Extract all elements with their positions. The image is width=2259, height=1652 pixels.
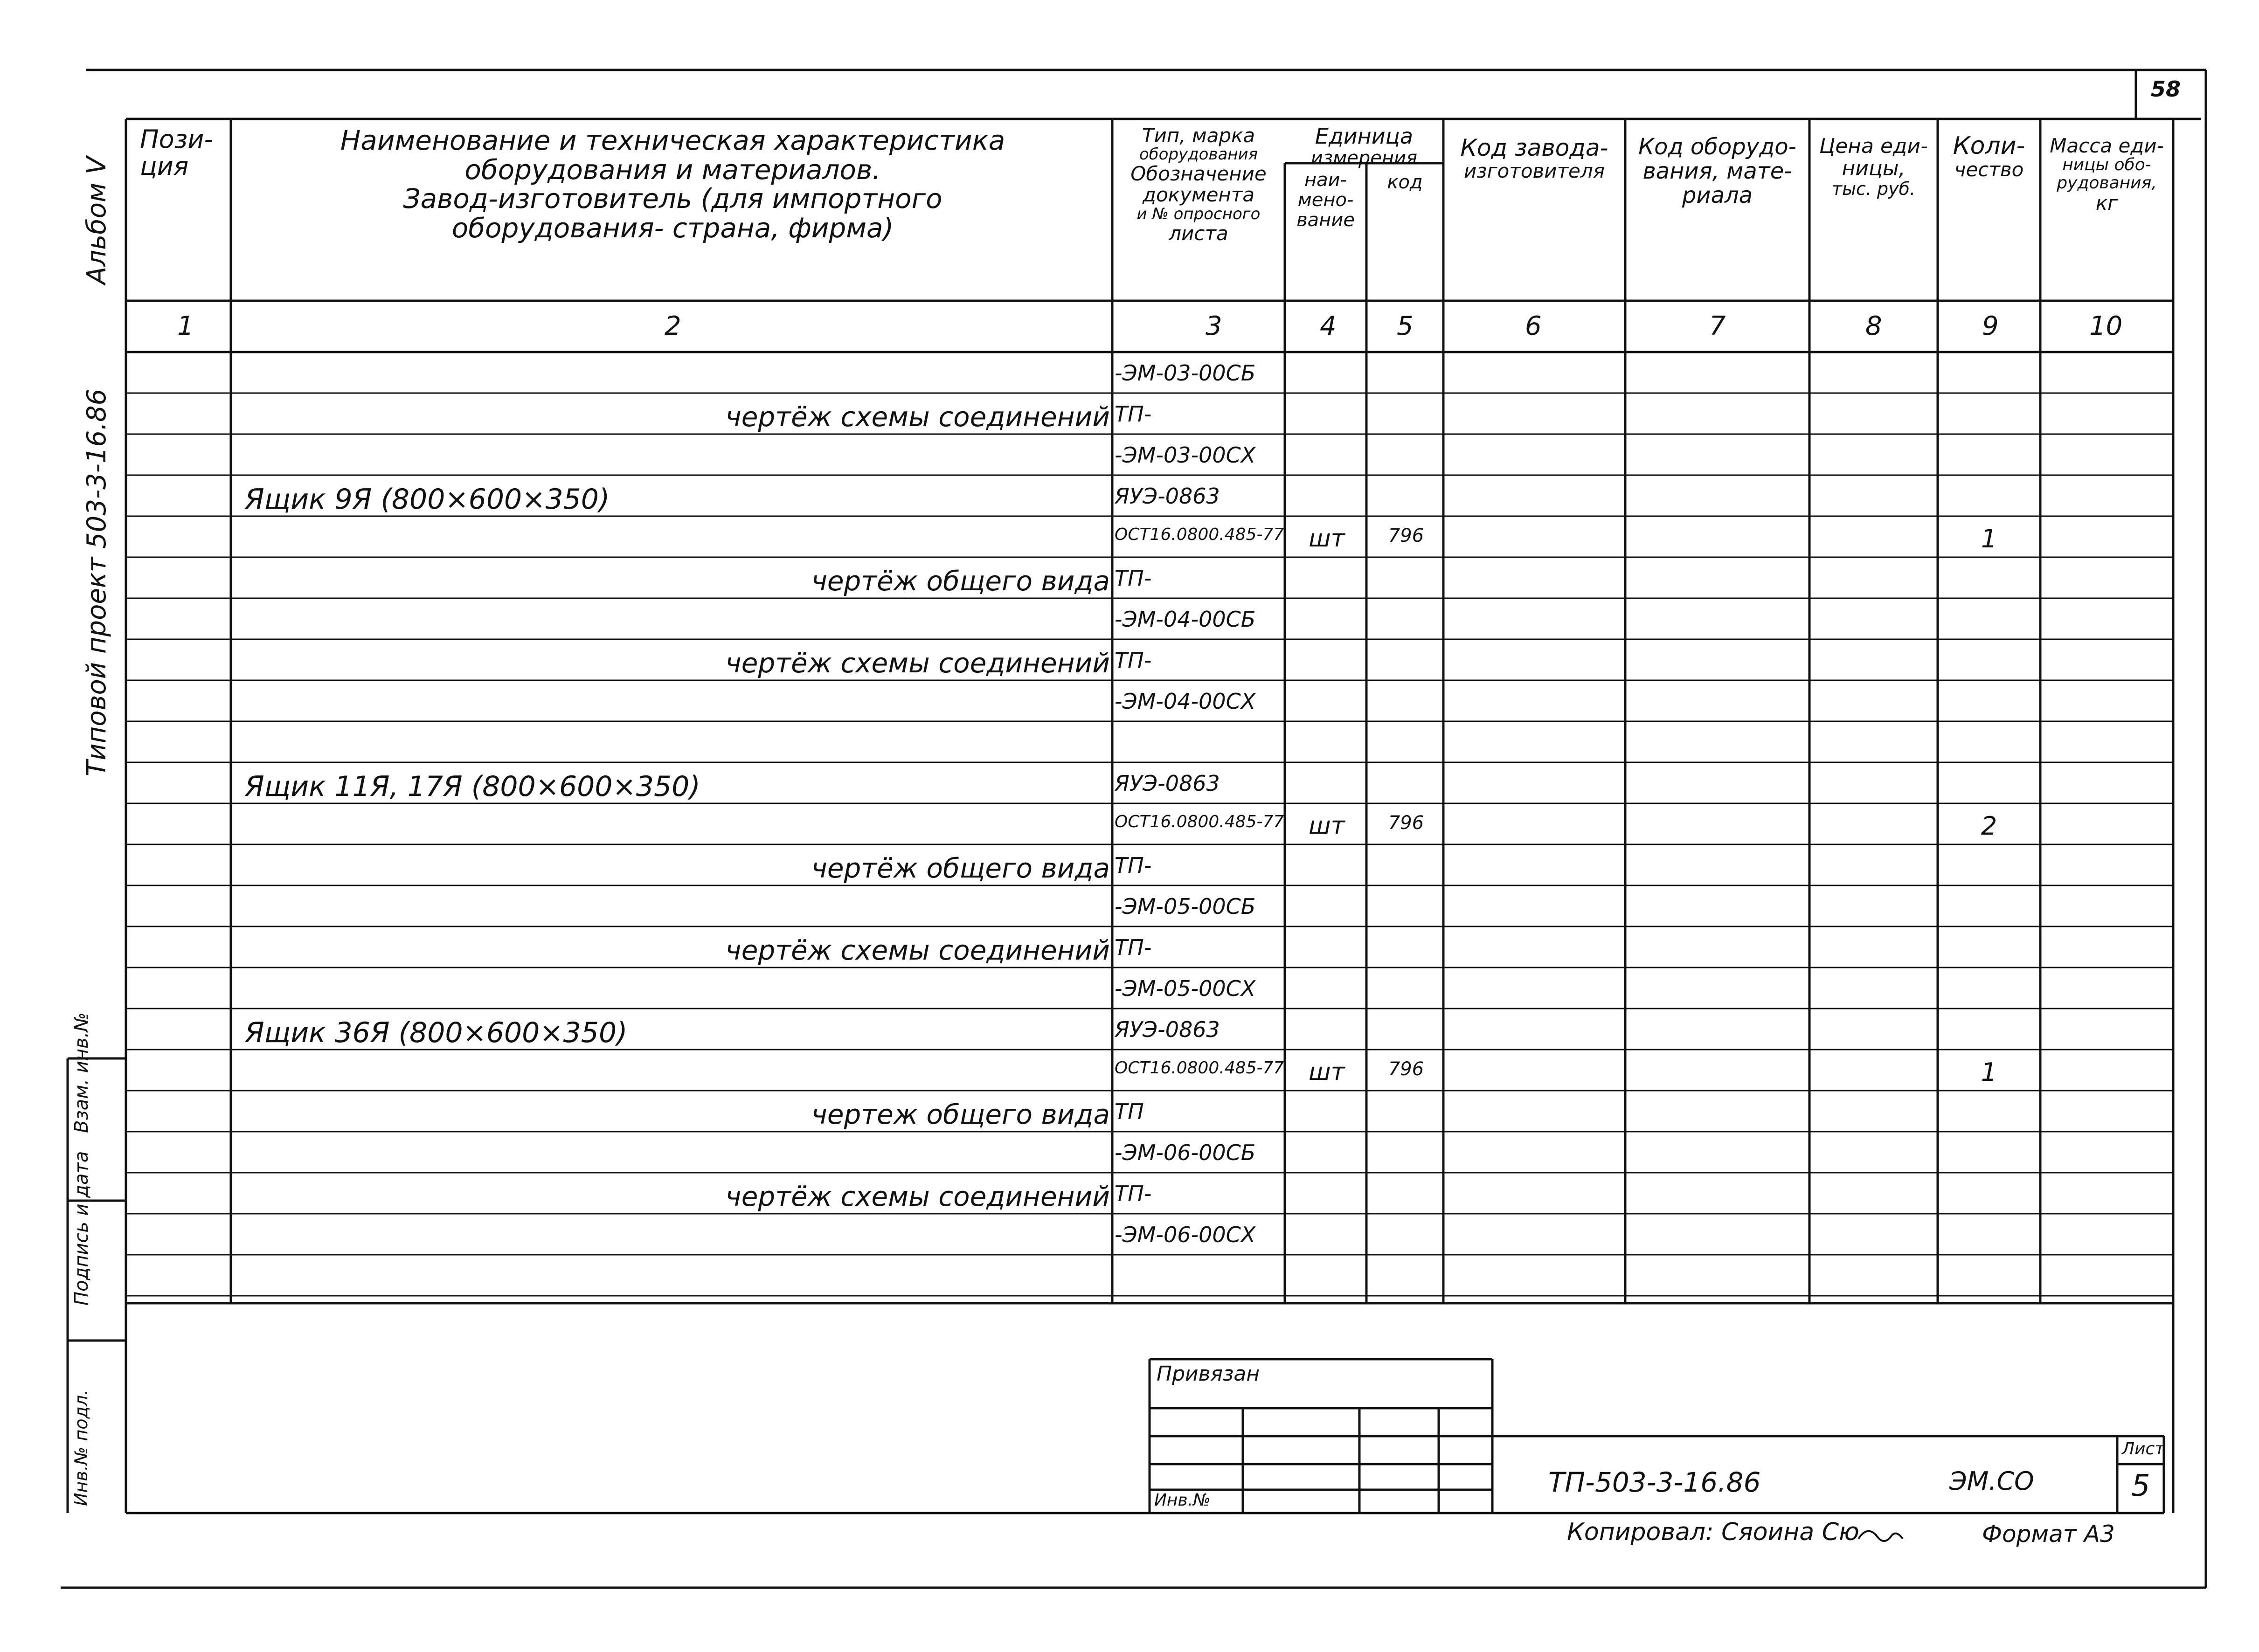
header-unit-group bbox=[1285, 125, 1443, 168]
header-mass-line4: кг bbox=[2095, 192, 2118, 215]
item-type: ОСТ16.0800.485-77 bbox=[1115, 812, 1284, 831]
table-row bbox=[126, 968, 2173, 1009]
item-unit: шт bbox=[1309, 1058, 1345, 1086]
item-type: ТП- bbox=[1115, 853, 1152, 878]
stamp-list-number: 5 bbox=[2131, 1469, 2150, 1503]
col-number-2: 2 bbox=[665, 311, 681, 341]
item-type: ТП- bbox=[1115, 935, 1152, 960]
stamp-inv-label: Инв.№ bbox=[1154, 1491, 1211, 1510]
item-name: чертёж схемы соединений bbox=[725, 1181, 1110, 1212]
header-factory-line1: Код завода- bbox=[1460, 134, 1608, 161]
table-row bbox=[126, 434, 2173, 475]
header-unit-name bbox=[1285, 170, 1366, 231]
header-position bbox=[140, 126, 229, 180]
side-inv-label: Инв.№ подл. bbox=[71, 1389, 91, 1506]
table-row bbox=[126, 639, 2173, 680]
header-equip-line2: вания, мате- bbox=[1642, 158, 1792, 184]
table-row bbox=[126, 762, 2173, 803]
header-type-line5: и № опросного bbox=[1136, 204, 1261, 223]
item-type: -ЭМ-04-00СХ bbox=[1115, 689, 1256, 714]
item-code: 796 bbox=[1388, 1058, 1424, 1080]
item-type: ОСТ16.0800.485-77 bbox=[1115, 525, 1284, 544]
header-quantity-line1: Коли- bbox=[1953, 132, 2025, 160]
table-row bbox=[126, 680, 2173, 721]
header-equip-line1: Код оборудо- bbox=[1638, 134, 1796, 160]
item-name: чертёж общего вида bbox=[811, 565, 1110, 597]
item-name: чертёж общего вида bbox=[811, 852, 1110, 884]
side-vzam-label: Взам. инв.№ bbox=[71, 1012, 92, 1133]
col-number-7: 7 bbox=[1709, 311, 1726, 341]
header-unit-line1: Единица bbox=[1315, 124, 1414, 149]
header-mass-line3: рудования, bbox=[2057, 173, 2157, 193]
page-number: 58 bbox=[2151, 76, 2181, 102]
side-album-label: Альбом V bbox=[82, 156, 112, 284]
item-qty: 2 bbox=[1981, 811, 1997, 841]
table-row bbox=[126, 721, 2173, 762]
header-price-line3: тыс. руб. bbox=[1831, 179, 1916, 200]
item-type: ЯУЭ-0863 bbox=[1115, 771, 1220, 796]
col-number-1: 1 bbox=[177, 311, 194, 341]
header-mass-line1: Масса еди- bbox=[2050, 134, 2164, 157]
header-type bbox=[1112, 125, 1285, 244]
col-number-4: 4 bbox=[1320, 311, 1337, 341]
item-qty: 1 bbox=[1981, 524, 1997, 553]
item-type: ТП- bbox=[1115, 648, 1152, 673]
table-row bbox=[126, 1009, 2173, 1050]
table-row bbox=[126, 352, 2173, 393]
header-mass-line2: ницы обо- bbox=[2062, 155, 2151, 175]
header-type-line6: листа bbox=[1169, 221, 1228, 245]
footer-format: Формат А3 bbox=[1982, 1521, 2115, 1548]
item-type: ЯУЭ-0863 bbox=[1115, 484, 1220, 509]
item-type: ОСТ16.0800.485-77 bbox=[1115, 1058, 1284, 1078]
header-equip-code bbox=[1625, 135, 1809, 207]
item-type: ТП- bbox=[1115, 566, 1152, 591]
table-row bbox=[126, 885, 2173, 926]
header-unit-name-line3: вание bbox=[1296, 209, 1355, 231]
item-unit: шт bbox=[1309, 812, 1345, 840]
table-row bbox=[126, 516, 2173, 557]
header-name-line4: оборудования- страна, фирма) bbox=[451, 212, 894, 244]
header-factory-code bbox=[1443, 135, 1625, 181]
col-number-9: 9 bbox=[1982, 311, 1999, 341]
table-row bbox=[126, 598, 2173, 639]
side-podpis-label: Подпись и дата bbox=[71, 1151, 92, 1306]
header-unit-code: код bbox=[1387, 172, 1423, 193]
header-name-line3: Завод-изготовитель (для импортного bbox=[403, 183, 942, 215]
item-name: Ящик 11Я, 17Я (800×600×350) bbox=[245, 770, 700, 803]
item-name: чертёж схемы соединений bbox=[725, 401, 1110, 433]
item-type: ЯУЭ-0863 bbox=[1115, 1017, 1220, 1042]
table-row bbox=[126, 1050, 2173, 1091]
item-qty: 1 bbox=[1981, 1058, 1997, 1087]
header-equip-line3: риала bbox=[1682, 182, 1753, 208]
header-price-line1: Цена еди- bbox=[1819, 134, 1928, 158]
item-type: -ЭМ-05-00СХ bbox=[1115, 976, 1256, 1001]
header-type-line3: Обозначение bbox=[1130, 162, 1267, 186]
header-unit-name-line1: наи- bbox=[1304, 169, 1347, 191]
header-quantity bbox=[1938, 133, 2040, 180]
header-unit-line2: измерения bbox=[1310, 147, 1418, 169]
col-number-5: 5 bbox=[1397, 311, 1414, 341]
item-name: Ящик 9Я (800×600×350) bbox=[245, 483, 610, 516]
header-unit-name-line2: мено- bbox=[1297, 189, 1354, 211]
item-type: ТП bbox=[1115, 1099, 1144, 1124]
item-type: ТП- bbox=[1115, 1181, 1152, 1206]
stamp-privyazan: Привязан bbox=[1157, 1362, 1260, 1386]
item-type: -ЭМ-03-00СХ bbox=[1115, 442, 1256, 468]
side-project-label: Типовой проект 503-3-16.86 bbox=[82, 388, 112, 776]
table-row bbox=[126, 1091, 2173, 1132]
item-name: чертёж схемы соединений bbox=[725, 934, 1110, 966]
header-name-line1: Наименование и техническая характеристика bbox=[340, 124, 1005, 156]
table-row bbox=[126, 557, 2173, 598]
header-name-line2: оборудования и материалов. bbox=[464, 153, 881, 186]
item-code: 796 bbox=[1388, 812, 1424, 834]
item-type: -ЭМ-03-00СБ bbox=[1115, 360, 1256, 386]
header-position-line2: ция bbox=[140, 152, 189, 181]
header-type-line1: Тип, марка bbox=[1142, 124, 1255, 147]
footer-copied: Копировал: Сяоина Сю bbox=[1567, 1518, 1859, 1546]
table-row bbox=[126, 1214, 2173, 1255]
table-row bbox=[126, 1255, 2173, 1296]
header-position-line1: Пози- bbox=[140, 124, 213, 154]
table-row bbox=[126, 1173, 2173, 1214]
header-factory-line2: изготовителя bbox=[1463, 159, 1605, 182]
header-type-line4: документа bbox=[1142, 183, 1255, 207]
item-name: чертеж общего вида bbox=[811, 1099, 1110, 1130]
header-name bbox=[236, 126, 1110, 243]
header-type-line2: оборудования bbox=[1139, 145, 1258, 164]
stamp-mark: ЭМ.СО bbox=[1949, 1466, 2034, 1496]
col-number-3: 3 bbox=[1206, 311, 1222, 341]
table-row bbox=[126, 475, 2173, 516]
item-type: -ЭМ-05-00СБ bbox=[1115, 894, 1256, 919]
item-type: -ЭМ-04-00СБ bbox=[1115, 607, 1256, 632]
table-row bbox=[126, 844, 2173, 885]
col-number-10: 10 bbox=[2089, 311, 2123, 341]
stamp-doc-code: ТП-503-3-16.86 bbox=[1548, 1466, 1761, 1498]
item-code: 796 bbox=[1388, 525, 1424, 546]
table-row bbox=[126, 803, 2173, 844]
item-name: чертёж схемы соединений bbox=[725, 647, 1110, 679]
col-number-6: 6 bbox=[1525, 311, 1542, 341]
table-row bbox=[126, 1132, 2173, 1173]
item-type: -ЭМ-06-00СХ bbox=[1115, 1222, 1256, 1247]
table-row bbox=[126, 393, 2173, 434]
item-unit: шт bbox=[1309, 525, 1345, 553]
item-type: ТП- bbox=[1115, 401, 1152, 427]
header-mass bbox=[2040, 135, 2173, 214]
stamp-list-label: Лист bbox=[2122, 1439, 2165, 1458]
item-type: -ЭМ-06-00СБ bbox=[1115, 1140, 1256, 1165]
header-price-line2: ницы, bbox=[1842, 156, 1906, 180]
header-quantity-line2: чество bbox=[1954, 158, 2024, 181]
col-number-8: 8 bbox=[1865, 311, 1882, 341]
signature-mark bbox=[1858, 1531, 1903, 1541]
header-price bbox=[1809, 135, 1938, 199]
table-row bbox=[126, 926, 2173, 968]
item-name: Ящик 36Я (800×600×350) bbox=[245, 1016, 628, 1049]
